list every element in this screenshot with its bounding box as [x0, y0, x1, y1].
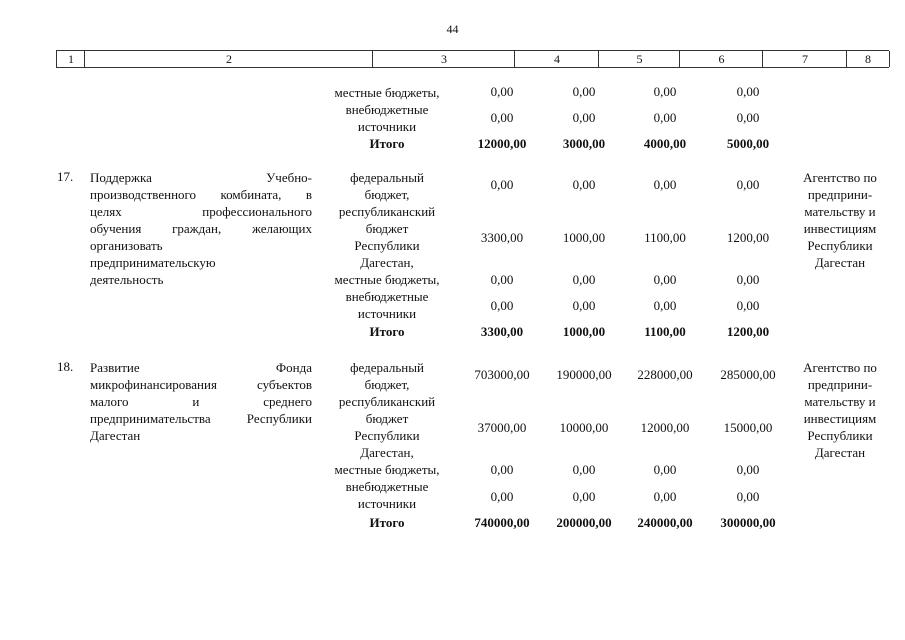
row-17-total-col7: 1200,00: [726, 324, 770, 339]
header-col-8: 8: [846, 51, 890, 67]
source-line: Дагестан,: [360, 445, 414, 460]
row-17-federal-col5: 0,00: [572, 177, 596, 192]
row-17-total-col4: 3300,00: [480, 324, 524, 339]
row-17-extra-col7: 0,00: [736, 298, 760, 313]
row-17-description: [90, 169, 312, 288]
cont-total-label: Итого: [369, 136, 405, 151]
cont-extra-col5: 0,00: [572, 110, 596, 125]
description-line: Дагестан: [90, 428, 141, 443]
source-line: местные бюджеты,: [334, 272, 440, 287]
executor-line: мательству и: [804, 394, 876, 409]
description-line: микрофинансирования субъектов: [90, 377, 312, 392]
row-18-local-col4: 0,00: [490, 462, 514, 477]
source-line: местные бюджеты,: [334, 462, 440, 477]
page-number: 44: [446, 22, 459, 36]
description-line: организовать: [90, 238, 163, 253]
row-18-republic-col5: 10000,00: [559, 420, 609, 435]
cont-extra-col6: 0,00: [653, 110, 677, 125]
header-col-1: 1: [56, 51, 85, 67]
row-17-number: 17.: [57, 169, 74, 184]
row-18-federal-col6: 228000,00: [637, 367, 693, 382]
row-17-local-col6: 0,00: [653, 272, 677, 287]
row-17-federal-col7: 0,00: [736, 177, 760, 192]
row-17-local-col7: 0,00: [736, 272, 760, 287]
row-18-federal-col4: 703000,00: [474, 367, 530, 382]
row-17-local-col5: 0,00: [572, 272, 596, 287]
header-col-6: 6: [679, 51, 763, 67]
row-17-federal-col4: 0,00: [490, 177, 514, 192]
row-17-republic-col5: 1000,00: [562, 230, 606, 245]
executor-line: Агентство по: [803, 360, 877, 375]
source-line: Республики: [354, 428, 420, 443]
cont-extra-col4: 0,00: [490, 110, 514, 125]
source-line: источники: [357, 306, 417, 321]
source-line: федеральный: [350, 360, 424, 375]
executor-line: Агентство по: [803, 170, 877, 185]
cont-source-list: [318, 84, 456, 135]
description-line: обучения граждан, желающих: [90, 221, 312, 236]
row-18-total-col4: 740000,00: [474, 515, 530, 530]
row-18-total-col6: 240000,00: [637, 515, 693, 530]
source-line: Дагестан,: [360, 255, 414, 270]
row-18-extra-col4: 0,00: [490, 489, 514, 504]
row-18-republic-col6: 12000,00: [640, 420, 690, 435]
row-18-extra-col6: 0,00: [653, 489, 677, 504]
row-18-executor: [792, 359, 888, 461]
source-line: местные бюджеты,: [334, 85, 440, 100]
row-17-total-label: Итого: [369, 324, 405, 339]
description-line: Развитие Фонда: [90, 360, 312, 375]
description-line: целях профессионального: [90, 204, 312, 219]
row-18-total-col5: 200000,00: [556, 515, 612, 530]
row-18-local-col7: 0,00: [736, 462, 760, 477]
executor-line: инвестициям: [803, 221, 877, 236]
description-line: Поддержка Учебно-: [90, 170, 312, 185]
source-line: республиканский: [338, 394, 436, 409]
executor-line: предприни-: [807, 377, 873, 392]
source-line: бюджет: [365, 411, 409, 426]
cont-total-col5: 3000,00: [562, 136, 606, 151]
row-17-total-col6: 1100,00: [644, 324, 686, 339]
header-col-3: 3: [372, 51, 515, 67]
cont-local-col7: 0,00: [736, 84, 760, 99]
executor-line: мательству и: [804, 204, 876, 219]
executor-line: Республики: [807, 428, 873, 443]
description-line: предпринимательскую: [90, 255, 216, 270]
cont-local-col4: 0,00: [490, 84, 514, 99]
description-line: предпринимательства Республики: [90, 411, 312, 426]
row-18-number: 18.: [57, 359, 74, 374]
row-17-local-col4: 0,00: [490, 272, 514, 287]
source-line: бюджет,: [364, 187, 410, 202]
table-header: [56, 50, 889, 68]
cont-local-col5: 0,00: [572, 84, 596, 99]
row-17-extra-col4: 0,00: [490, 298, 514, 313]
executor-line: инвестициям: [803, 411, 877, 426]
row-18-federal-col5: 190000,00: [556, 367, 612, 382]
executor-line: Дагестан: [814, 445, 866, 460]
executor-line: предприни-: [807, 187, 873, 202]
source-line: источники: [357, 496, 417, 511]
description-line: деятельность: [90, 272, 164, 287]
row-18-local-col5: 0,00: [572, 462, 596, 477]
cont-total-col7: 5000,00: [726, 136, 770, 151]
cont-total-col4: 12000,00: [477, 136, 527, 151]
source-line: внебюджетные: [345, 289, 429, 304]
row-17-executor: [792, 169, 888, 271]
header-col-7: 7: [762, 51, 847, 67]
row-18-total-label: Итого: [369, 515, 405, 530]
cont-extra-col7: 0,00: [736, 110, 760, 125]
source-line: бюджет,: [364, 377, 410, 392]
source-line: источники: [357, 119, 417, 134]
header-col-4: 4: [514, 51, 599, 67]
row-17-source-list: [318, 169, 456, 322]
row-18-total-col7: 300000,00: [720, 515, 776, 530]
source-line: республиканский: [338, 204, 436, 219]
source-line: бюджет: [365, 221, 409, 236]
row-17-republic-col4: 3300,00: [480, 230, 524, 245]
row-17-total-col5: 1000,00: [562, 324, 606, 339]
source-line: Республики: [354, 238, 420, 253]
row-18-republic-col4: 37000,00: [477, 420, 527, 435]
source-line: внебюджетные: [345, 479, 429, 494]
row-18-extra-col7: 0,00: [736, 489, 760, 504]
description-line: малого и среднего: [90, 394, 312, 409]
row-17-federal-col6: 0,00: [653, 177, 677, 192]
header-col-5: 5: [598, 51, 680, 67]
cont-local-col6: 0,00: [653, 84, 677, 99]
header-col-2: 2: [84, 51, 373, 67]
executor-line: Дагестан: [814, 255, 866, 270]
row-18-extra-col5: 0,00: [572, 489, 596, 504]
source-line: внебюджетные: [345, 102, 429, 117]
row-17-extra-col6: 0,00: [653, 298, 677, 313]
row-18-local-col6: 0,00: [653, 462, 677, 477]
source-line: федеральный: [350, 170, 424, 185]
row-18-description: [90, 359, 312, 444]
row-18-source-list: [318, 359, 456, 512]
row-18-federal-col7: 285000,00: [720, 367, 776, 382]
executor-line: Республики: [807, 238, 873, 253]
row-17-republic-col7: 1200,00: [726, 230, 770, 245]
cont-total-col6: 4000,00: [643, 136, 687, 151]
row-17-republic-col6: 1100,00: [644, 230, 686, 245]
row-18-republic-col7: 15000,00: [723, 420, 773, 435]
description-line: производственного комбината, в: [90, 187, 312, 202]
row-17-extra-col5: 0,00: [572, 298, 596, 313]
